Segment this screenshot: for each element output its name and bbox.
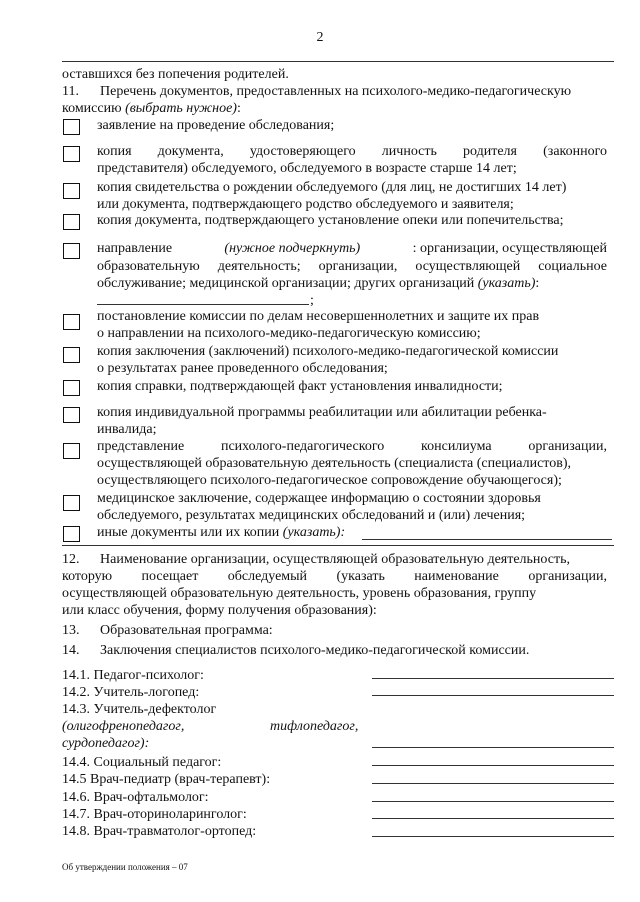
s11-title-text: комиссию (62, 101, 122, 116)
ophthalmologist-fill-line[interactable] (372, 801, 614, 802)
doc-council-line2: осуществляющей образовательную деятельность (специалиста (специалистов), (97, 456, 572, 471)
checkbox-guardianship[interactable] (63, 214, 80, 230)
checkbox-rehab-program[interactable] (63, 407, 80, 423)
specialist-pediatrician: 14.5 Врач-педиатр (врач-терапевт): (62, 772, 271, 787)
doc-referral-line2: образовательную деятельность; организации, осуществляющей социальное (97, 259, 607, 274)
top-rule (62, 61, 614, 62)
ent-fill-line[interactable] (372, 818, 614, 819)
section-separator (62, 545, 614, 546)
doc-medical-line1: медицинское заключение, содержащее информацию о состоянии здоровья (97, 491, 541, 506)
s12-number: 12. (62, 552, 80, 567)
other-docs-fill-line[interactable] (362, 539, 612, 540)
checkbox-council-report[interactable] (63, 443, 80, 459)
s11-title-line1: Перечень документов, предоставленных на психолого-медико-педагогическую (100, 84, 572, 99)
pediatrician-fill-line[interactable] (372, 783, 614, 784)
speech-therapist-fill-line[interactable] (372, 695, 614, 696)
s12-line1: Наименование организации, осуществляющей образовательную деятельность, (100, 552, 570, 567)
referral-semicolon: ; (310, 293, 314, 308)
referral-colon: : (535, 276, 540, 291)
referral-specify: (указать) (477, 276, 536, 291)
other-docs-specify: (указать): (282, 525, 346, 540)
s13-text: Образовательная программа: (100, 623, 273, 638)
doc-medical-line2: обследуемого, результатах медицинских обследований и (или) лечения; (97, 508, 526, 523)
doc-council-line1: представление психолого-педагогического консилиума организации, (97, 439, 607, 454)
checkbox-medical-report[interactable] (63, 495, 80, 511)
checkbox-referral[interactable] (63, 243, 80, 259)
continuation-text: оставшихся без попечения родителей. (62, 67, 289, 82)
doc-identity-line1: копия документа, удостоверяющего личность родителя (законного (97, 144, 607, 159)
referral-org: : организации, осуществляющей (412, 241, 607, 256)
referral-word: направление (97, 241, 173, 256)
doc-rehab-line1: копия индивидуальной программы реабилитации или абилитации ребенка- (97, 405, 547, 420)
s11-number: 11. (62, 84, 79, 99)
doc-application: заявление на проведение обследования; (97, 118, 335, 133)
s12-line4: или класс обучения, форму получения образования): (62, 603, 377, 618)
specialist-speech-therapist: 14.2. Учитель-логопед: (62, 685, 200, 700)
footer-text: Об утверждении положения – 07 (62, 862, 188, 872)
doc-resolution-line1: постановление комиссии по делам несовершеннолетних и защите их прав (97, 309, 540, 324)
checkbox-application[interactable] (63, 119, 80, 135)
specialist-psychologist: 14.1. Педагог-психолог: (62, 668, 204, 683)
checkbox-prior-conclusion[interactable] (63, 347, 80, 363)
specialist-orthopedist: 14.8. Врач-травматолог-ортопед: (62, 824, 257, 839)
specialist-ent: 14.7. Врач-оториноларинголог: (62, 807, 247, 822)
checkbox-other-docs[interactable] (63, 526, 80, 542)
specialist-defectologist: 14.3. Учитель-дефектолог (62, 702, 217, 717)
doc-other (97, 524, 345, 541)
doc-birth-line2: или документа, подтверждающего родство обследуемого и заявителя; (97, 197, 514, 212)
defectologist-sub3: сурдопедагог): (62, 736, 150, 751)
s11-choose-note: (выбрать нужное) (125, 101, 237, 116)
doc-prior-line1: копия заключения (заключений) психолого-медико-педагогической комиссии (97, 344, 559, 359)
orthopedist-fill-line[interactable] (372, 836, 614, 837)
s12-line2: которую посещает обследуемый (указать наименование организации, (62, 569, 607, 584)
other-docs-text: иные документы или их копии (97, 525, 280, 540)
s14-number: 14. (62, 643, 80, 658)
checkbox-birth-cert[interactable] (63, 183, 80, 199)
s14-text: Заключения специалистов психолого-медико-педагогической комиссии. (100, 643, 530, 658)
checkbox-commission-resolution[interactable] (63, 314, 80, 330)
specialist-social-pedagogue: 14.4. Социальный педагог: (62, 755, 222, 770)
s13-number: 13. (62, 623, 80, 638)
defectologist-sub2: тифлопедагог, (270, 719, 359, 734)
specialist-ophthalmologist: 14.6. Врач-офтальмолог: (62, 790, 209, 805)
doc-guardianship: копия документа, подтверждающего установление опеки или попечительства; (97, 213, 564, 228)
psychologist-fill-line[interactable] (372, 678, 614, 679)
doc-referral-line3 (97, 275, 539, 292)
defectologist-sub1: (олигофренопедагог, (62, 719, 185, 734)
doc-birth-line1: копия свидетельства о рождении обследуемого (для лиц, не достигших 14 лет) (97, 180, 567, 195)
doc-council-line3: осуществляющего психолого-педагогическое сопровождение обучающегося); (97, 473, 562, 488)
referral-underline-note: (нужное подчеркнуть) (224, 241, 361, 256)
page-number: 2 (316, 30, 324, 45)
social-pedagogue-fill-line[interactable] (372, 765, 614, 766)
s11-colon: : (236, 101, 241, 116)
referral-fill-line[interactable] (97, 304, 309, 305)
doc-identity-line2: представителя) обследуемого, обследуемого в возрасте старше 14 лет; (97, 161, 517, 176)
defectologist-fill-line[interactable] (372, 747, 614, 748)
checkbox-disability-cert[interactable] (63, 380, 80, 396)
s11-title-line2 (62, 100, 241, 117)
referral-other-orgs: обслуживание; медицинской организации; других организаций (97, 276, 475, 291)
s12-line3: осуществляющей образовательную деятельность, уровень образования, группу (62, 586, 537, 601)
doc-disability: копия справки, подтверждающей факт установления инвалидности; (97, 379, 503, 394)
doc-referral-line1 (97, 240, 607, 257)
doc-resolution-line2: о направлении на психолого-медико-педагогическую комиссию; (97, 326, 481, 341)
doc-prior-line2: о результатах ранее проведенного обследования; (97, 361, 388, 376)
doc-rehab-line2: инвалида; (97, 422, 157, 437)
checkbox-identity-copy[interactable] (63, 146, 80, 162)
